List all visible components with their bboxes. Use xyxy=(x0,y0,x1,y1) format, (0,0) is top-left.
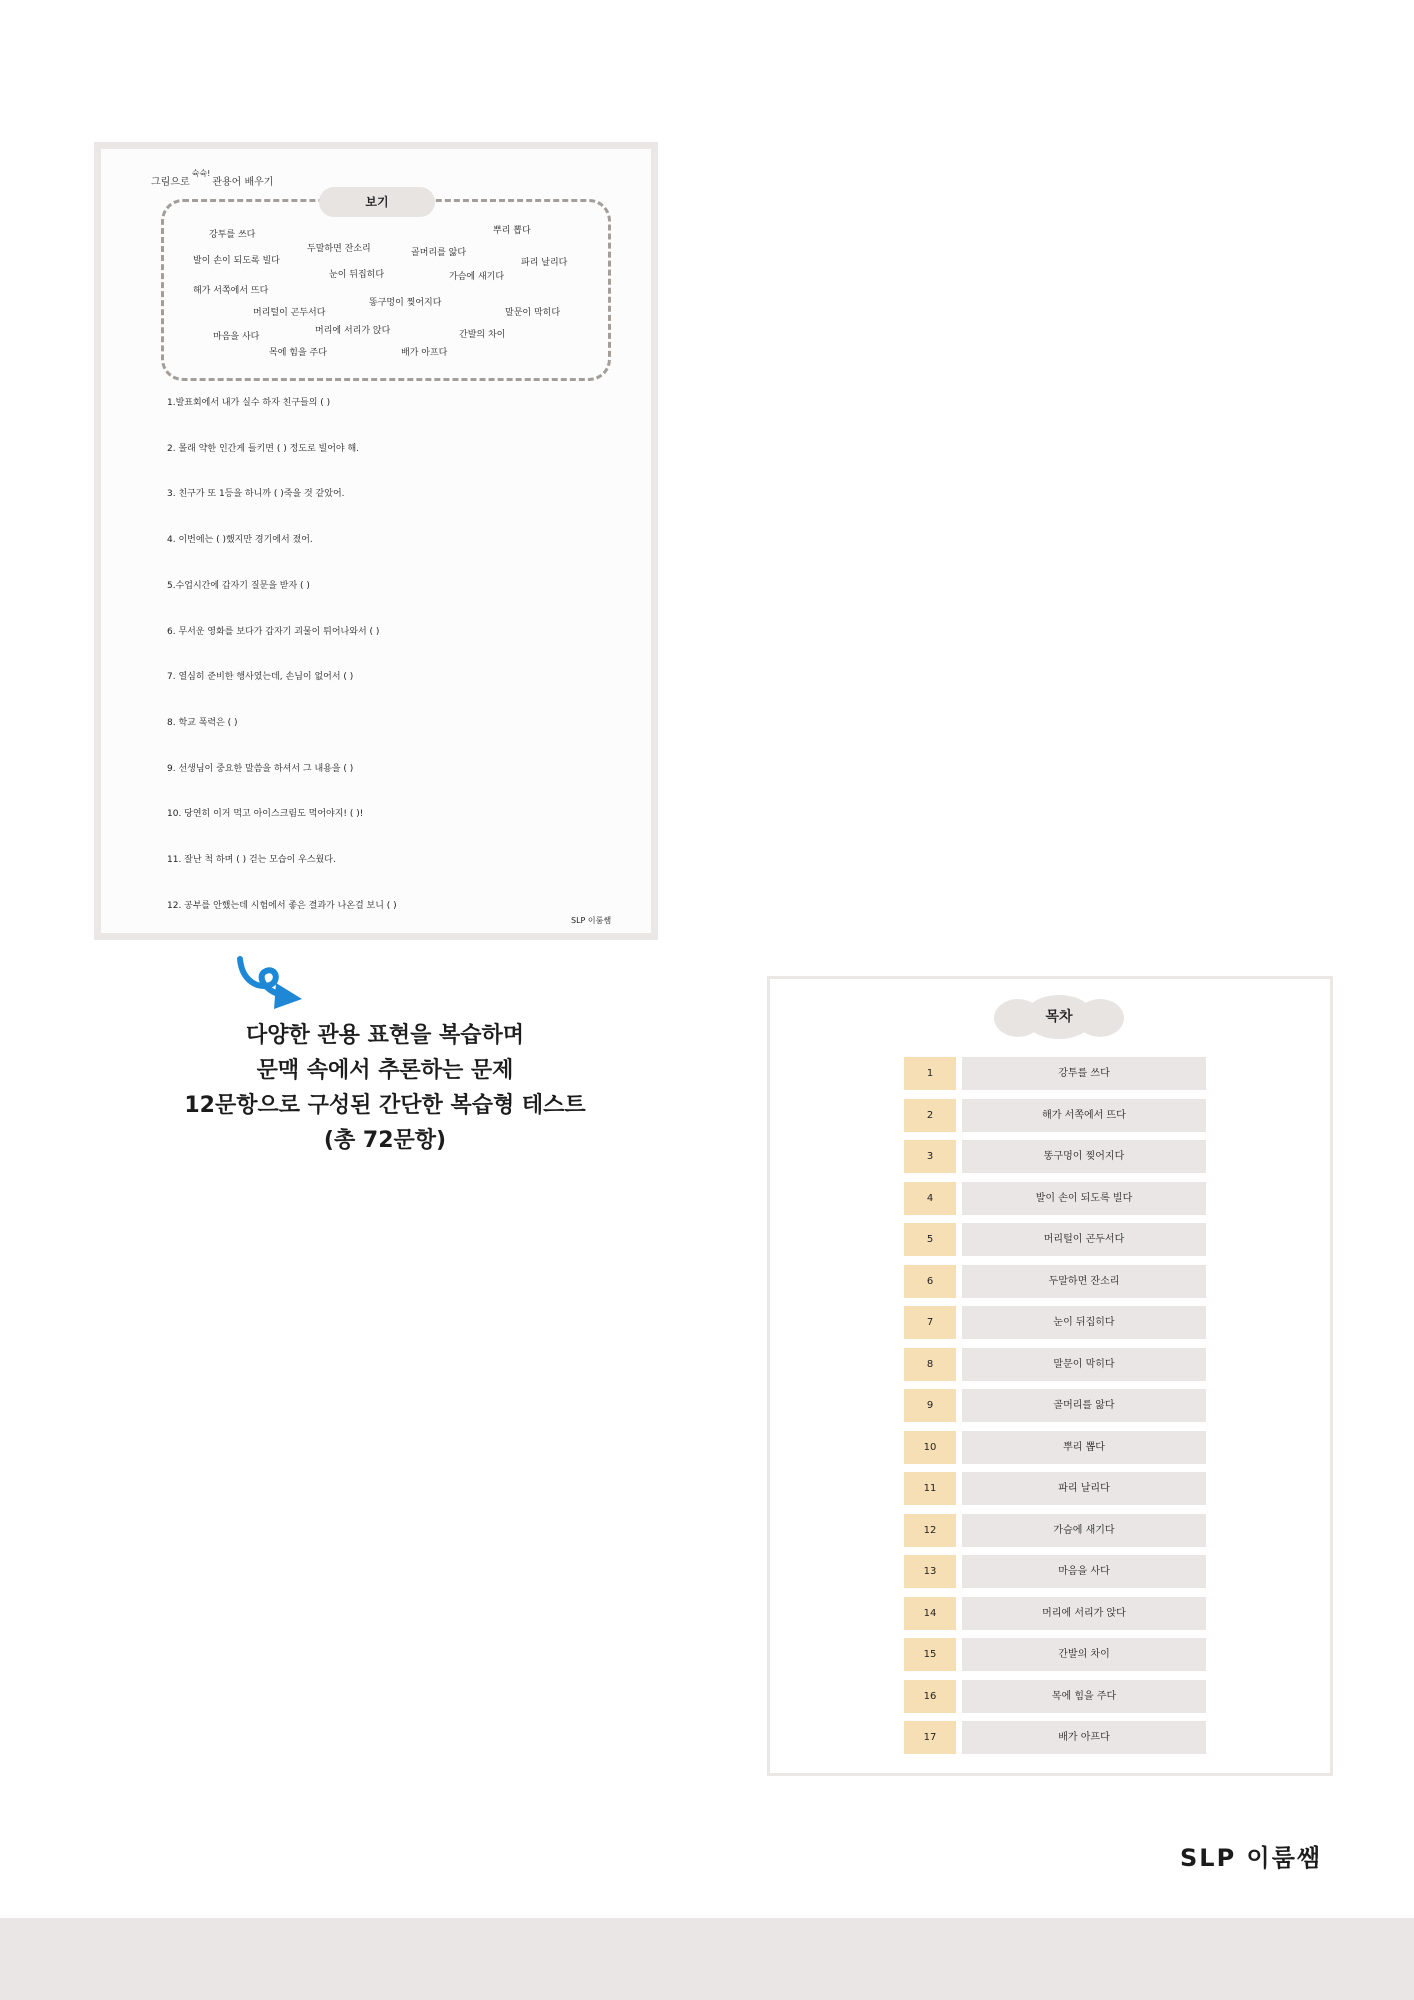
toc-number: 8 xyxy=(904,1348,956,1381)
worksheet-question: 2. 몰래 약한 인간게 들키면 ( ) 정도로 빌어야 해. xyxy=(167,444,360,454)
toc-label: 목에 힘을 주다 xyxy=(962,1680,1206,1713)
worksheet-title-start: 그림으로 xyxy=(151,177,190,188)
toc-label: 눈이 뒤집히다 xyxy=(962,1306,1206,1339)
toc-number: 17 xyxy=(904,1721,956,1754)
toc-label: 두말하면 잔소리 xyxy=(962,1265,1206,1298)
toc-number: 15 xyxy=(904,1638,956,1671)
description-line: (총 72문항) xyxy=(323,1128,447,1153)
worksheet-question: 1.발표회에서 내가 실수 하자 친구들의 ( ) xyxy=(167,398,331,408)
toc-label: 말문이 막히다 xyxy=(962,1348,1206,1381)
toc-number: 12 xyxy=(904,1514,956,1547)
toc-row xyxy=(904,1638,1206,1671)
worksheet-question: 12. 공부를 안했는데 시험에서 좋은 결과가 나온걸 보니 ( ) xyxy=(167,901,397,911)
toc-label: 배가 아프다 xyxy=(962,1721,1206,1754)
worksheet-question: 8. 학교 폭력은 ( ) xyxy=(167,718,238,728)
curly-arrow-icon xyxy=(236,955,310,1013)
bogi-expression: 가슴에 새기다 xyxy=(449,272,505,282)
bogi-expression: 머리에 서리가 앉다 xyxy=(315,326,391,336)
toc-row xyxy=(904,1140,1206,1173)
toc-row xyxy=(904,1555,1206,1588)
bogi-expression: 똥구멍이 찢어지다 xyxy=(369,298,442,308)
bogi-expression: 골머리를 앓다 xyxy=(411,248,467,258)
bogi-expression: 머리털이 곤두서다 xyxy=(253,308,326,318)
toc-title: 목차 xyxy=(1045,1009,1073,1025)
worksheet-question: 11. 잘난 척 하며 ( ) 걷는 모습이 우스웠다. xyxy=(167,855,336,865)
brand-signature: SLP 이룸쌤 xyxy=(1180,1844,1323,1872)
toc-number: 3 xyxy=(904,1140,956,1173)
toc-label: 뿌리 뽑다 xyxy=(962,1431,1206,1464)
worksheet-question: 5.수업시간에 갑자기 질문을 받자 ( ) xyxy=(167,581,310,591)
bogi-expression: 마음을 사다 xyxy=(213,332,260,342)
worksheet-title-end: 관용어 배우기 xyxy=(212,177,274,188)
toc-row xyxy=(904,1223,1206,1256)
toc-row xyxy=(904,1057,1206,1090)
toc-number: 10 xyxy=(904,1431,956,1464)
bogi-expression: 해가 서쪽에서 뜨다 xyxy=(193,286,269,296)
toc-row xyxy=(904,1265,1206,1298)
toc-label: 해가 서쪽에서 뜨다 xyxy=(962,1099,1206,1132)
bogi-expression: 파리 날리다 xyxy=(521,258,568,268)
toc-label: 똥구멍이 찢어지다 xyxy=(962,1140,1206,1173)
toc-label: 간발의 차이 xyxy=(962,1638,1206,1671)
worksheet-question: 6. 무서운 영화를 보다가 갑자기 괴물이 튀어나와서 ( ) xyxy=(167,627,380,637)
worksheet-question: 10. 당연히 이거 먹고 아이스크림도 먹어야지! ( )! xyxy=(167,809,364,819)
toc-number: 2 xyxy=(904,1099,956,1132)
toc-number: 16 xyxy=(904,1680,956,1713)
toc-row xyxy=(904,1721,1206,1754)
toc-label: 파리 날리다 xyxy=(962,1472,1206,1505)
bogi-expression: 목에 힘을 주다 xyxy=(269,348,327,358)
bogi-label: 보기 xyxy=(319,187,435,217)
description-line: 문맥 속에서 추론하는 문제 xyxy=(256,1058,514,1083)
toc-row xyxy=(904,1431,1206,1464)
toc-number: 5 xyxy=(904,1223,956,1256)
worksheet-signature: SLP 이룸쌤 xyxy=(571,916,612,925)
toc-number: 6 xyxy=(904,1265,956,1298)
toc-number: 11 xyxy=(904,1472,956,1505)
bogi-expression: 발이 손이 되도록 빌다 xyxy=(193,256,280,266)
toc-row xyxy=(904,1306,1206,1339)
bogi-expression: 간발의 차이 xyxy=(459,330,506,340)
footer-band xyxy=(0,1918,1414,2000)
bogi-expression: 배가 아프다 xyxy=(401,348,448,358)
toc-label: 가슴에 새기다 xyxy=(962,1514,1206,1547)
toc-label: 마음을 사다 xyxy=(962,1555,1206,1588)
description-line: 다양한 관용 표현을 복습하며 xyxy=(245,1023,524,1048)
toc-row xyxy=(904,1182,1206,1215)
toc-number: 14 xyxy=(904,1597,956,1630)
toc-row xyxy=(904,1514,1206,1547)
worksheet-preview xyxy=(94,142,658,940)
worksheet-question: 3. 친구가 또 1등을 하니까 ( )죽을 것 같았어. xyxy=(167,489,345,499)
toc-number: 1 xyxy=(904,1057,956,1090)
bogi-expression: 말문이 막히다 xyxy=(505,308,561,318)
toc-number: 9 xyxy=(904,1389,956,1422)
toc-number: 4 xyxy=(904,1182,956,1215)
bogi-expression: 뿌리 뽑다 xyxy=(493,226,531,236)
bogi-expression: 눈이 뒤집히다 xyxy=(329,270,385,280)
toc-label: 골머리를 앓다 xyxy=(962,1389,1206,1422)
toc-row xyxy=(904,1389,1206,1422)
worksheet-title-sup: 슉슉! xyxy=(191,169,211,178)
toc-row xyxy=(904,1348,1206,1381)
toc-label: 머리에 서리가 앉다 xyxy=(962,1597,1206,1630)
toc-row xyxy=(904,1472,1206,1505)
worksheet-question: 4. 이번에는 ( )했지만 경기에서 졌어. xyxy=(167,535,313,545)
table-of-contents xyxy=(767,976,1333,1776)
toc-label: 발이 손이 되도록 빌다 xyxy=(962,1182,1206,1215)
worksheet-question: 9. 선생님이 중요한 말씀을 하셔서 그 내용을 ( ) xyxy=(167,764,354,774)
description-line: 12문항으로 구성된 간단한 복습형 테스트 xyxy=(184,1093,586,1118)
toc-row xyxy=(904,1597,1206,1630)
toc-label: 강투를 쓰다 xyxy=(962,1057,1206,1090)
toc-label: 머리털이 곤두서다 xyxy=(962,1223,1206,1256)
bogi-expression: 두말하면 잔소리 xyxy=(307,244,371,254)
description xyxy=(130,1018,640,1158)
worksheet-question: 7. 열심히 준비한 행사였는데, 손님이 없어서 ( ) xyxy=(167,672,354,682)
toc-row xyxy=(904,1680,1206,1713)
toc-number: 13 xyxy=(904,1555,956,1588)
bogi-expression: 강투를 쓰다 xyxy=(209,230,256,240)
toc-row xyxy=(904,1099,1206,1132)
worksheet-title xyxy=(151,169,274,188)
toc-number: 7 xyxy=(904,1306,956,1339)
